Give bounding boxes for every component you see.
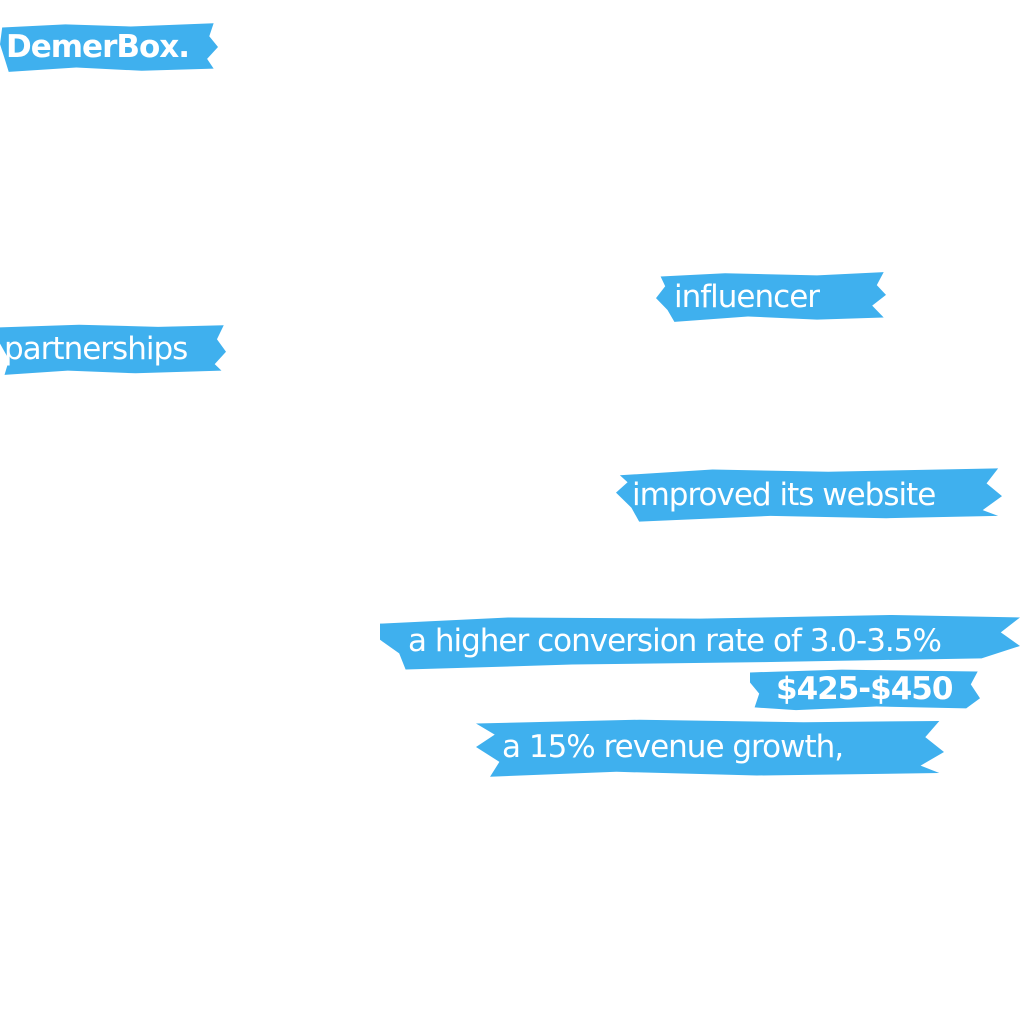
highlight-revenue-growth	[476, 716, 944, 778]
highlight-demerbox	[0, 20, 218, 74]
highlight-text: influencer	[674, 278, 820, 315]
highlight-influencer	[656, 270, 886, 324]
highlight-website	[616, 466, 1002, 524]
highlight-text: $425-$450	[776, 670, 953, 707]
highlight-text: partnerships	[4, 330, 188, 367]
highlight-text: a higher conversion rate of 3.0-3.5%	[408, 622, 941, 659]
highlight-partnerships	[0, 322, 226, 376]
highlight-text: improved its website	[632, 476, 936, 513]
highlight-text: a 15% revenue growth,	[502, 728, 844, 765]
highlight-conversion-rate	[380, 610, 1020, 672]
highlight-text: DemerBox.	[6, 28, 190, 65]
highlight-price-range	[750, 666, 980, 712]
